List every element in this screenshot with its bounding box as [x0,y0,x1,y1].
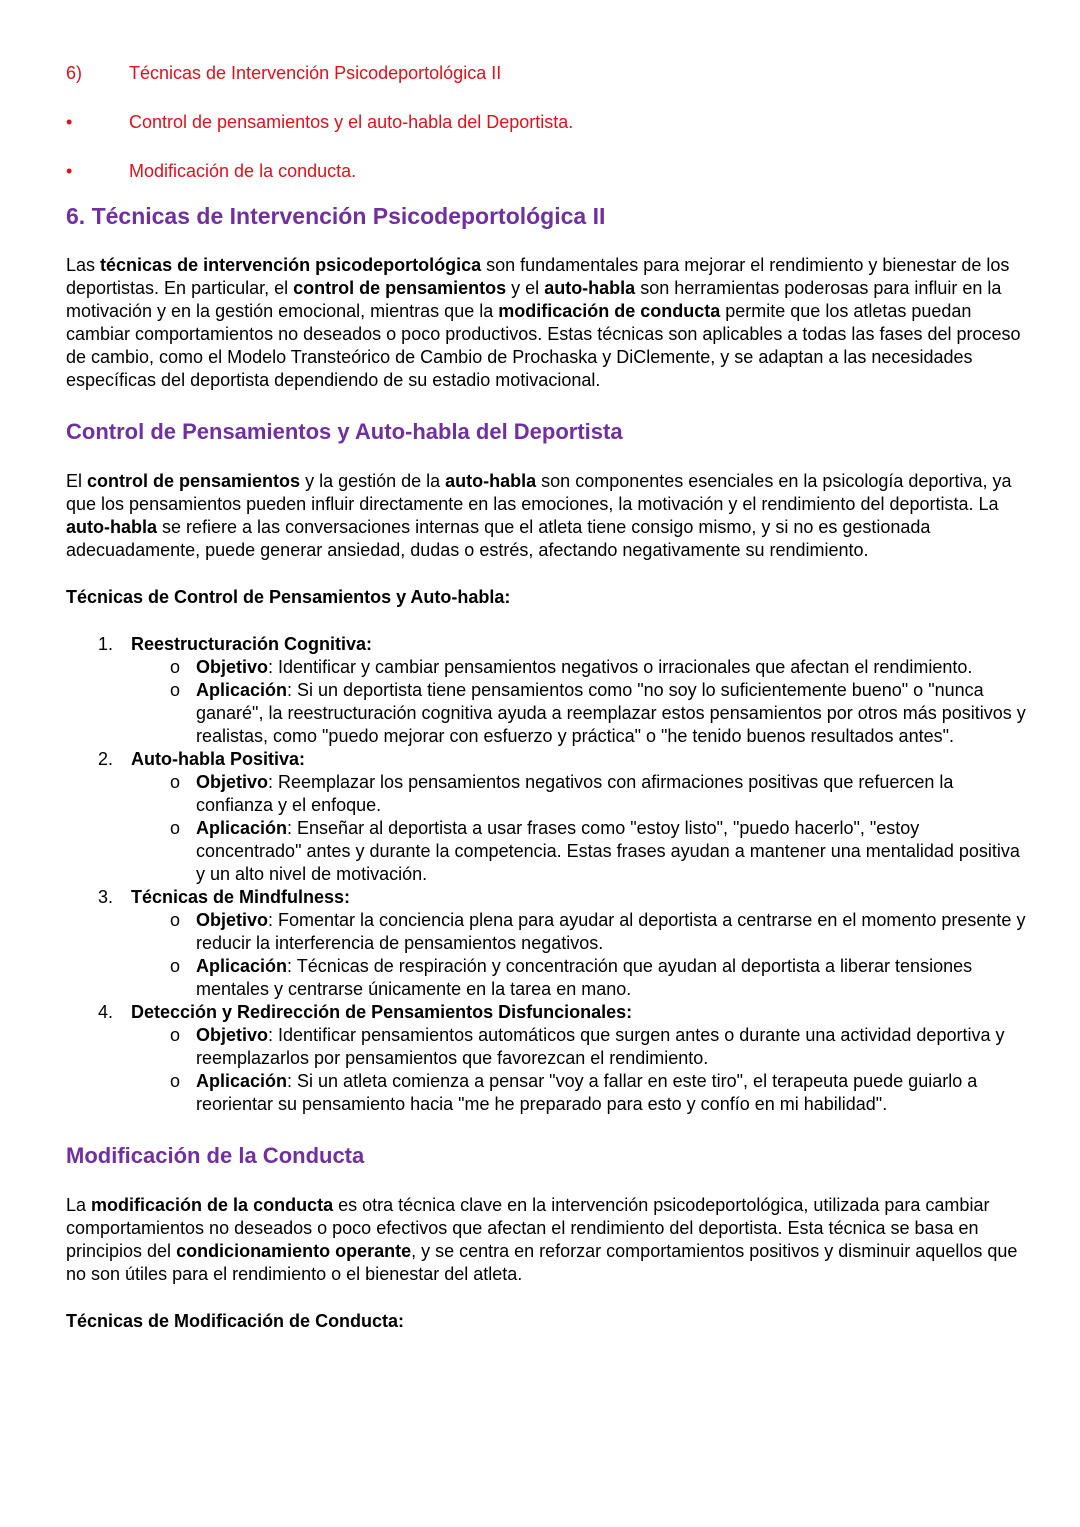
modification-heading: Modificación de la Conducta [66,1143,365,1168]
detail-label: Objetivo [196,1025,269,1045]
bold-term: modificación de conducta [498,301,721,321]
detail-label: Objetivo [196,657,269,677]
technique-detail-text [196,817,1026,886]
modification-techniques-heading: Técnicas de Modificación de Conducta: [66,1311,405,1331]
technique-detail-text [196,656,972,679]
text-run: Las [66,255,101,275]
technique-detail-text [196,1024,1026,1070]
text-run: y el [506,278,545,298]
topic-marker: • [66,161,73,181]
technique-detail-text [196,679,1026,748]
technique-detail [170,955,1026,1001]
detail-text: : Técnicas de respiración y concentración que ayudan al deportista a liberar tensiones mentales y centrarse únicamente en la tarea en mano. [196,956,973,999]
technique-title-row [98,633,1026,656]
detail-text: : Si un atleta comienza a pensar "voy a fallar en este tiro", el terapeuta puede guiarlo a reorientar su pensamiento hacia "me he preparado para esto y confío en mi habilidad". [196,1071,978,1114]
topic-item [66,62,1026,86]
technique-detail-text [196,1070,1026,1116]
detail-label: Objetivo [196,772,269,792]
sub-bullet: o [170,818,181,838]
detail-text: : Fomentar la conciencia plena para ayudar al deportista a centrarse en el momento presente y reducir la interferencia de pensamientos negativos. [196,910,1026,953]
sub-bullet: o [170,657,181,677]
bold-term: auto-habla [445,471,537,491]
bold-term: control de pensamientos [293,278,507,298]
detail-label: Objetivo [196,910,269,930]
section-paragraph [66,254,1026,392]
technique-item [66,1001,1026,1116]
technique-title: Reestructuración Cognitiva: [131,634,373,654]
technique-title-row [98,1001,1026,1024]
text-run: se refiere a las conversaciones internas que el atleta tiene consigo mismo, y si no es gestionada adecuadamente, puede generar ansiedad, dudas o estrés, afectando negativamente su rendimiento. [66,517,931,560]
technique-title: Técnicas de Mindfulness: [131,887,351,907]
topic-item [66,111,1026,135]
section-heading: 6. Técnicas de Intervención Psicodeportológica II [66,203,606,229]
detail-label: Aplicación [196,818,288,838]
text-run: son herramientas poderosas para influir en la motivación y en la gestión emocional, mientras que la [66,278,1002,321]
text-run: El [66,471,88,491]
detail-label: Aplicación [196,1071,288,1091]
technique-detail [170,656,1026,679]
bold-term: técnicas de intervención psicodeportológica [100,255,482,275]
sub-bullet: o [170,680,181,700]
control-techniques-heading: Técnicas de Control de Pensamientos y Auto-habla: [66,587,511,607]
topic-list [66,62,1026,184]
sub-bullet: o [170,956,181,976]
technique-item [66,886,1026,1001]
sub-bullet: o [170,772,181,792]
technique-item [66,748,1026,886]
bold-term: condicionamiento operante [176,1241,412,1261]
technique-detail-text [196,909,1026,955]
text-run: La [66,1195,92,1215]
technique-detail [170,909,1026,955]
technique-number: 1. [98,634,114,654]
text-run: son componentes esenciales en la psicología deportiva, ya que los pensamientos pueden influir directamente en las emociones, la motivación y el rendimiento del deportista. La [66,471,1012,514]
detail-text: : Si un deportista tiene pensamientos como "no soy lo suficientemente bueno" o "nunca ganaré", la reestructuración cognitiva ayuda a reemplazar estos pensamientos por otros más positivos y realistas, como "puedo mejorar con esfuerzo y práctica" o "he tenido buenos resultados antes". [196,680,1026,746]
technique-title: Detección y Redirección de Pensamientos Disfuncionales: [131,1002,633,1022]
technique-detail [170,1024,1026,1070]
technique-detail [170,817,1026,886]
topic-item [66,160,1026,184]
control-heading: Control de Pensamientos y Auto-habla del Deportista [66,419,623,444]
topic-text: Técnicas de Intervención Psicodeportológica II [129,63,502,83]
sub-bullet: o [170,910,181,930]
bold-term: control de pensamientos [87,471,301,491]
technique-number: 2. [98,749,114,769]
detail-text: : Identificar y cambiar pensamientos negativos o irracionales que afectan el rendimiento. [268,657,973,677]
technique-item [66,633,1026,748]
topic-marker: 6) [66,63,83,83]
technique-detail-text [196,955,1026,1001]
bold-term: modificación de la conducta [91,1195,334,1215]
bold-term: auto-habla [66,517,158,537]
text-run: y la gestión de la [300,471,446,491]
technique-number: 3. [98,887,114,907]
technique-detail-text [196,771,1026,817]
text-run: permite que los atletas puedan cambiar comportamientos no deseados o poco productivos. Estas técnicas son aplicables a todas las fases del proceso de cambio, como el Modelo Transteórico de Cambio de Prochaska y DiClemente, y se adaptan a las necesidades específicas del deportista dependiendo de su estadio motivacional. [66,301,1021,390]
technique-detail [170,1070,1026,1116]
technique-title: Auto-habla Positiva: [131,749,306,769]
text-run: , y se centra en reforzar comportamientos positivos y disminuir aquellos que no son útiles para el rendimiento o el bienestar del atleta. [66,1241,1018,1284]
technique-title-row [98,886,1026,909]
technique-title-row [98,748,1026,771]
text-run: es otra técnica clave en la intervención psicodeportológica, utilizada para cambiar comportamientos no deseados o poco efectivos que afectan el rendimiento del deportista. Esta técnica se basa en principios del [66,1195,990,1261]
topic-text: Control de pensamientos y el auto-habla del Deportista. [129,112,574,132]
technique-detail [170,679,1026,748]
detail-text: : Enseñar al deportista a usar frases como "estoy listo", "puedo hacerlo", "estoy concentrado" antes y durante la competencia. Estas frases ayudan a mantener una mentalidad positiva y un alto nivel de motivación. [196,818,1020,884]
bold-term: auto-habla [544,278,636,298]
detail-label: Aplicación [196,956,288,976]
text-run: son fundamentales para mejorar el rendimiento y bienestar de los deportistas. En particular, el [66,255,1010,298]
technique-detail [170,771,1026,817]
detail-text: : Reemplazar los pensamientos negativos con afirmaciones positivas que refuercen la confianza y el enfoque. [196,772,954,815]
topic-marker: • [66,112,73,132]
detail-label: Aplicación [196,680,288,700]
sub-bullet: o [170,1025,181,1045]
control-paragraph [66,470,1026,562]
sub-bullet: o [170,1071,181,1091]
control-techniques-list [66,633,1026,1116]
modification-paragraph [66,1194,1026,1286]
topic-text: Modificación de la conducta. [129,161,357,181]
technique-number: 4. [98,1002,114,1022]
detail-text: : Identificar pensamientos automáticos que surgen antes o durante una actividad deportiva y reemplazarlos por pensamientos que favorezcan el rendimiento. [196,1025,1005,1068]
